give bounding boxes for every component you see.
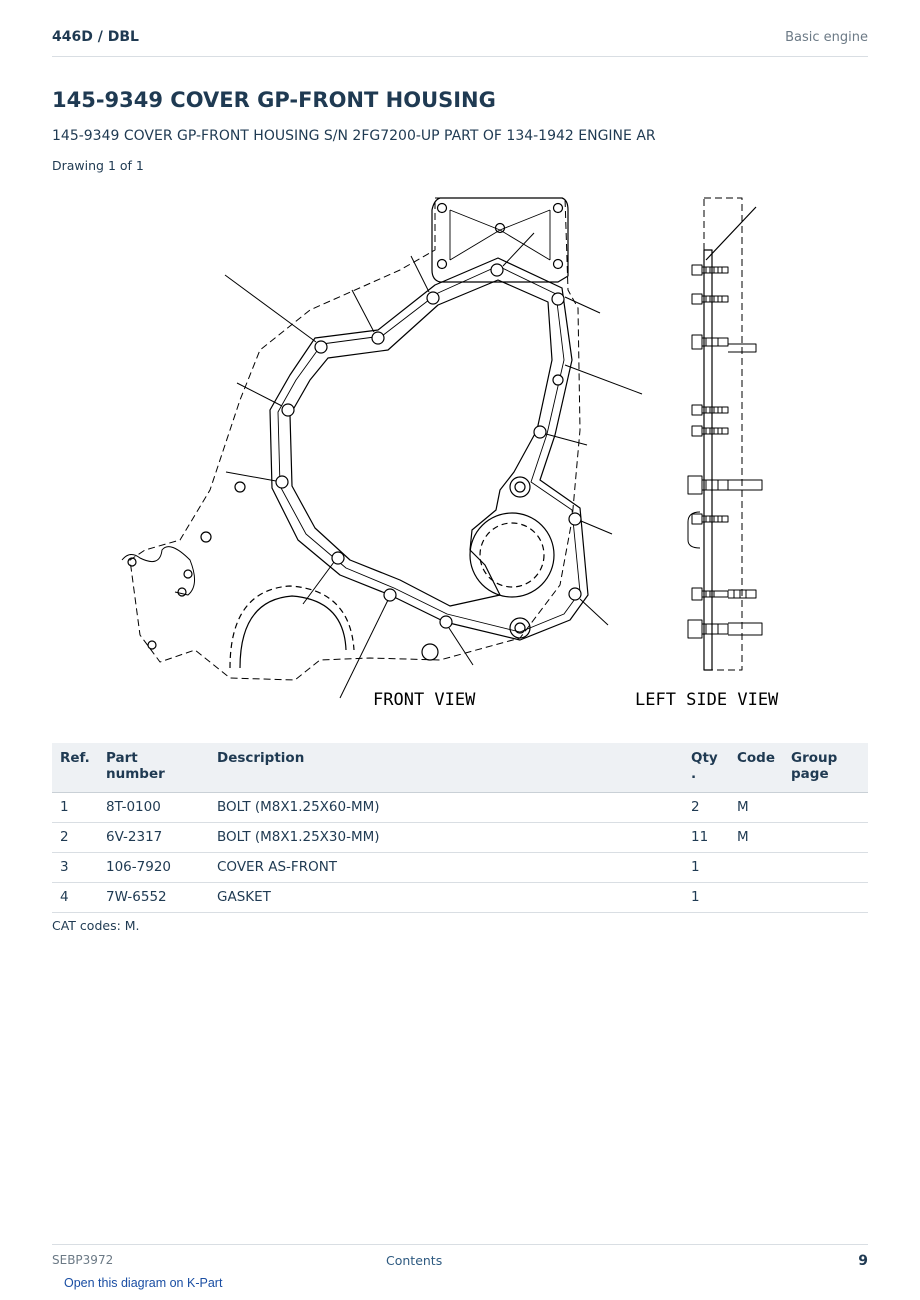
bore-right [470, 513, 554, 597]
cell-ref: 3 [52, 853, 98, 883]
cell-part-number: 6V-2317 [98, 823, 209, 853]
cell-qty: 1 [683, 883, 729, 913]
parts-table [52, 743, 868, 913]
drawing-count: Drawing 1 of 1 [52, 158, 144, 173]
table-row [52, 793, 868, 823]
table-row [52, 853, 868, 883]
cell-code [729, 883, 783, 913]
cell-group-page [783, 883, 868, 913]
col-group-page: Group page [783, 743, 868, 793]
page-subtitle: 145-9349 COVER GP-FRONT HOUSING S/N 2FG7200-UP PART OF 134-1942 ENGINE AR [52, 128, 656, 144]
table-row [52, 883, 868, 913]
left-side-view-label: LEFT SIDE VIEW [635, 690, 779, 710]
left-side-view-drawing [688, 198, 762, 670]
front-cover-outer [270, 258, 588, 640]
model-label: 446D / DBL [52, 29, 139, 45]
kpart-diagram-link[interactable]: Open this diagram on K-Part [64, 1276, 223, 1290]
page-number: 9 [858, 1253, 868, 1269]
table-header-row [52, 743, 868, 793]
cat-codes-note: CAT codes: M. [52, 918, 140, 933]
cell-group-page [783, 853, 868, 883]
cell-group-page [783, 793, 868, 823]
engine-housing-outline [130, 198, 580, 680]
contents-link[interactable]: Contents [386, 1253, 443, 1268]
cell-description: BOLT (M8X1.25X60-MM) [209, 793, 683, 823]
cell-part-number: 106-7920 [98, 853, 209, 883]
document-id: SEBP3972 [52, 1253, 114, 1267]
page-footer [52, 1244, 868, 1275]
cell-ref: 2 [52, 823, 98, 853]
cell-part-number: 8T-0100 [98, 793, 209, 823]
page-title: 145-9349 COVER GP-FRONT HOUSING [52, 88, 496, 112]
cell-description: COVER AS-FRONT [209, 853, 683, 883]
cell-part-number: 7W-6552 [98, 883, 209, 913]
col-description: Description [209, 743, 683, 793]
cell-ref: 4 [52, 883, 98, 913]
bore-lower-left [230, 586, 354, 668]
cell-description: GASKET [209, 883, 683, 913]
parts-diagram [100, 190, 820, 720]
cell-qty: 2 [683, 793, 729, 823]
front-cover-inner [290, 280, 552, 606]
table-row [52, 823, 868, 853]
col-part-number: Part number [98, 743, 209, 793]
cell-ref: 1 [52, 793, 98, 823]
cell-code: M [729, 823, 783, 853]
section-label: Basic engine [785, 30, 868, 45]
front-view-label: FRONT VIEW [373, 690, 476, 710]
cell-description: BOLT (M8X1.25X30-MM) [209, 823, 683, 853]
cell-qty: 11 [683, 823, 729, 853]
cell-code: M [729, 793, 783, 823]
cell-code [729, 853, 783, 883]
cell-group-page [783, 823, 868, 853]
col-qty: Qty . [683, 743, 729, 793]
cell-qty: 1 [683, 853, 729, 883]
col-ref: Ref. [52, 743, 98, 793]
page-header [52, 28, 868, 57]
col-code: Code [729, 743, 783, 793]
